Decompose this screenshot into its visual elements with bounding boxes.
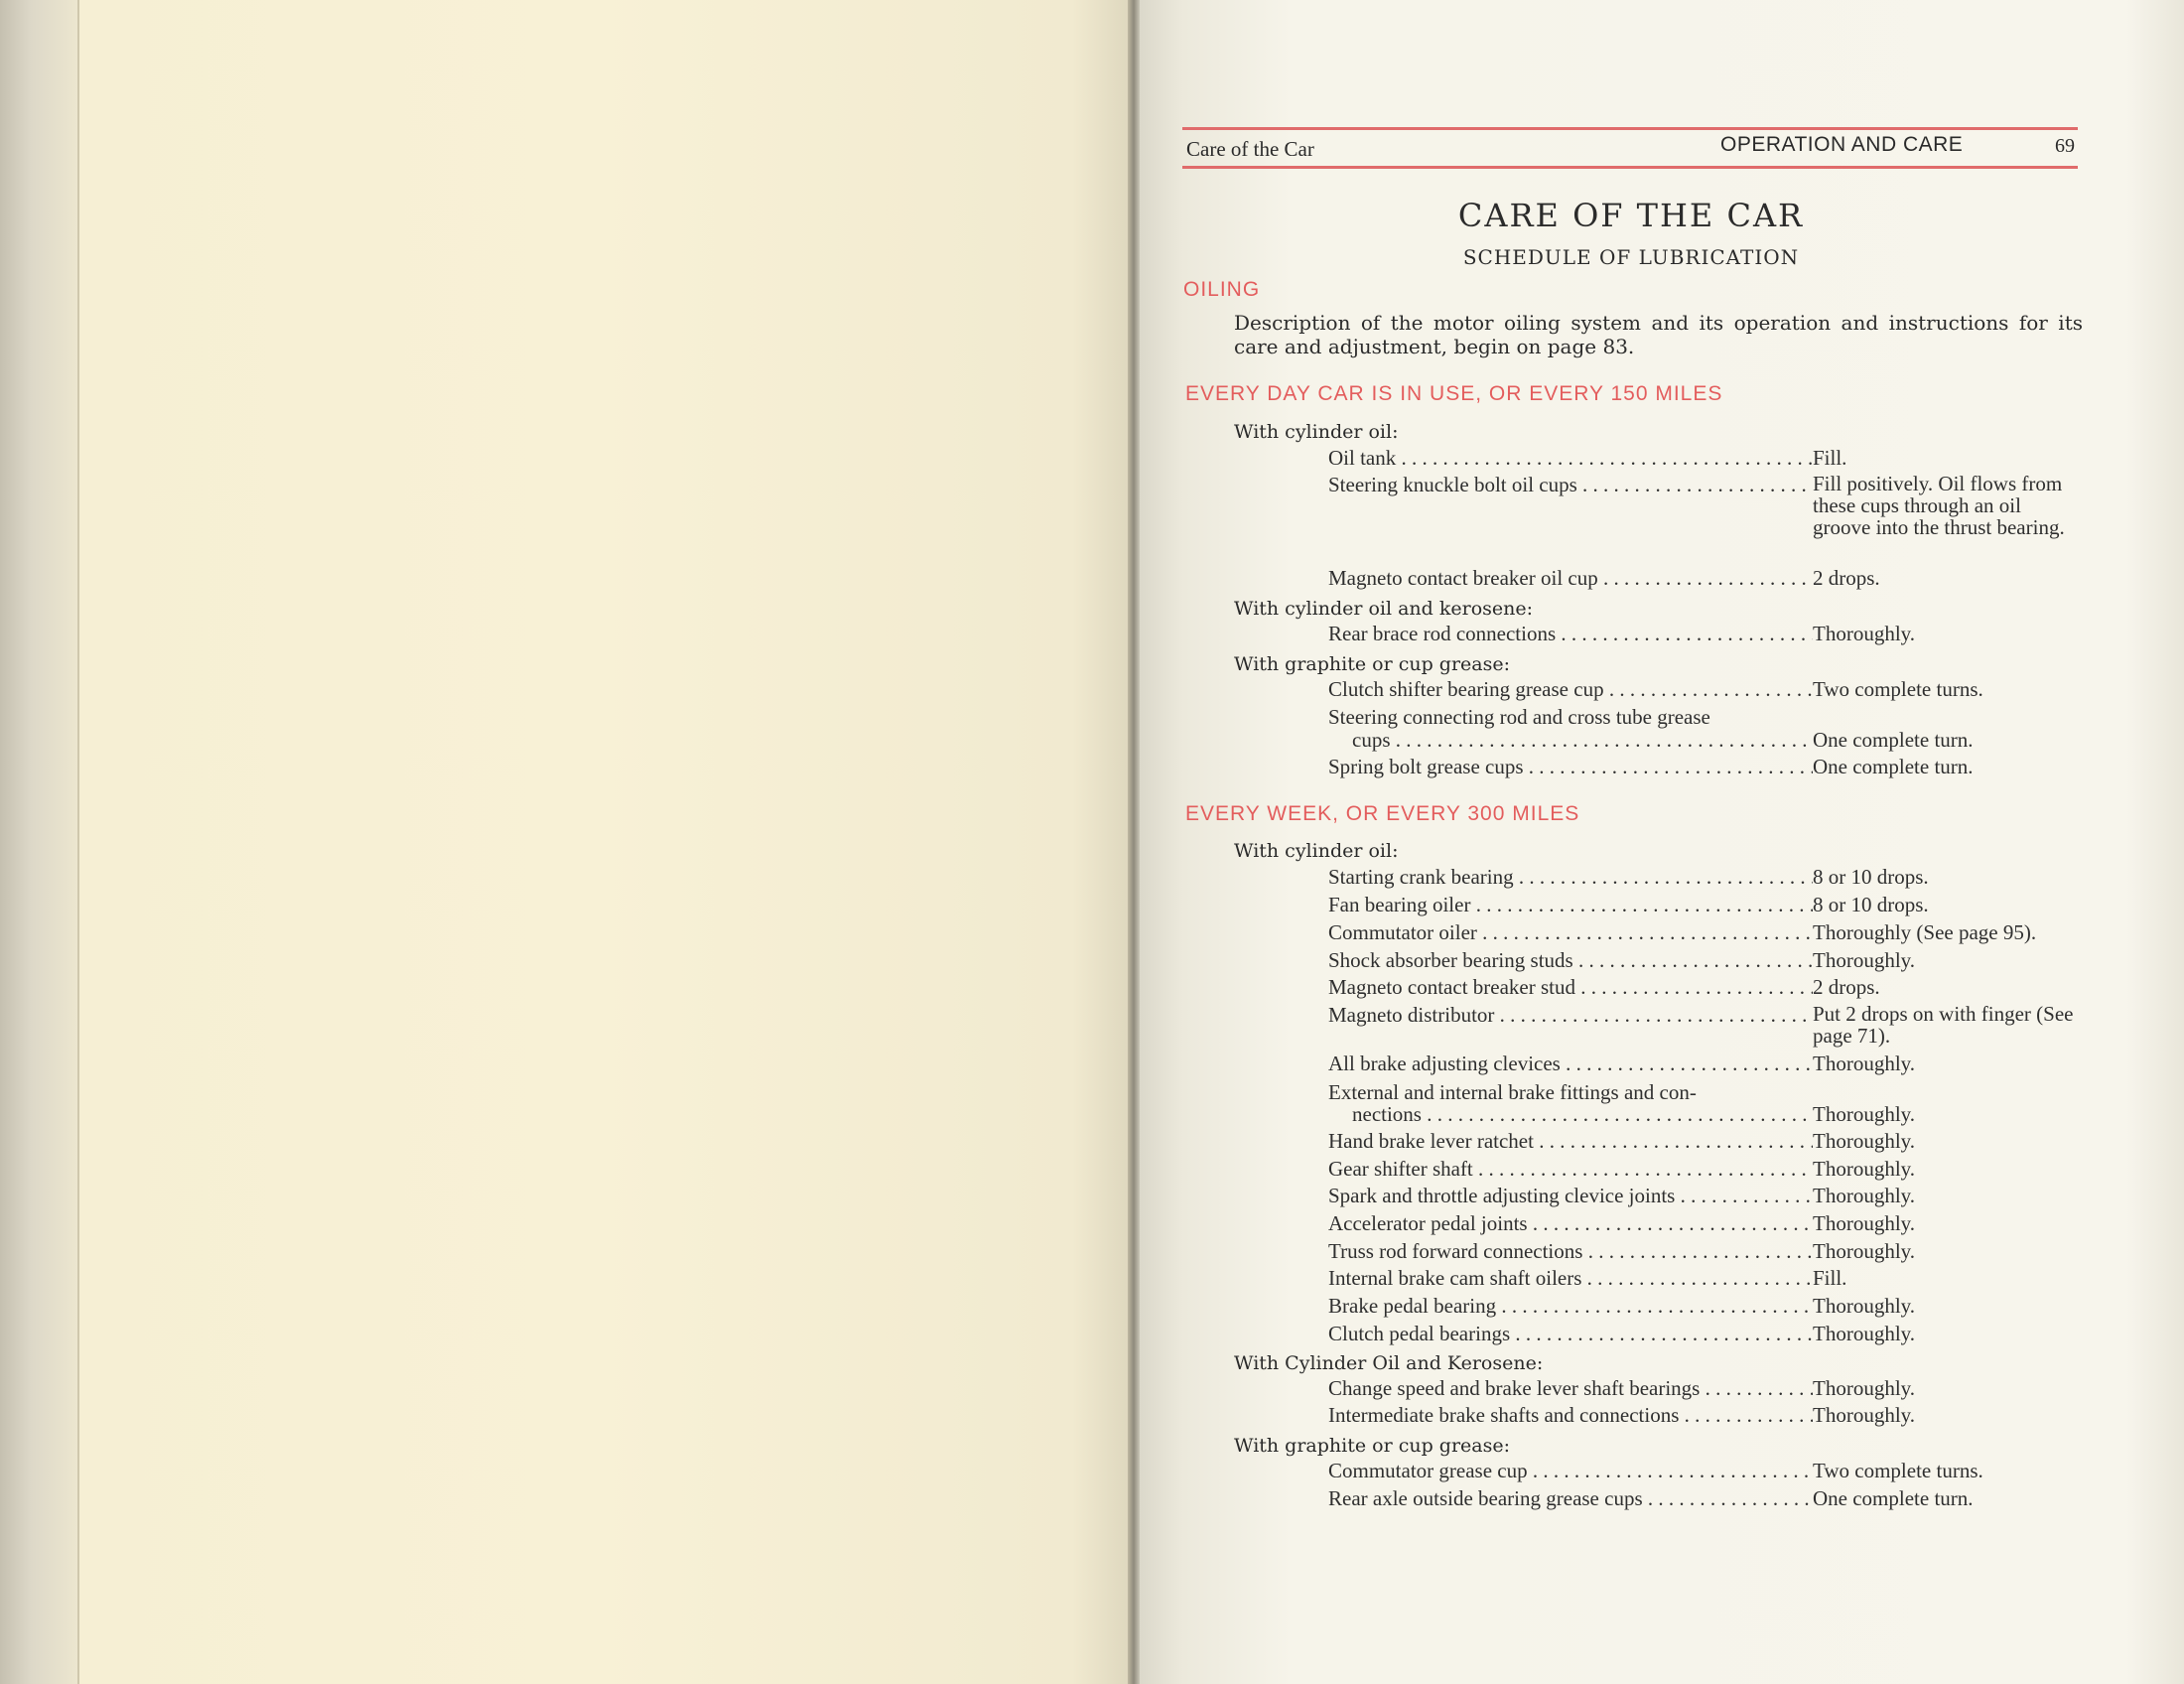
row-action-wrapped: Put 2 drops on with finger (See page 71). — [1813, 1002, 2074, 1048]
row-item: Clutch shifter bearing grease cup . . . — [1328, 677, 1813, 702]
running-header-left: Care of the Car — [1186, 137, 1314, 161]
row-action: Thoroughly (See page 95). — [1813, 920, 2037, 944]
row-item: Spark and throttle adjusting clevice joints . . . — [1328, 1184, 1813, 1208]
running-header-right: OPERATION AND CARE — [1720, 133, 1964, 156]
row-action: 2 drops. — [1813, 566, 1880, 590]
row-action: Two complete turns. — [1813, 677, 1983, 701]
row-action: Thoroughly. — [1813, 1184, 1916, 1207]
header-rule-top — [1182, 127, 2078, 130]
page-title: CARE OF THE CAR — [1457, 197, 1805, 234]
row-item: Rear axle outside bearing grease cups . . . — [1328, 1486, 1813, 1511]
row-item: Fan bearing oiler . . . — [1328, 893, 1813, 917]
row-action: Thoroughly. — [1813, 1403, 1916, 1427]
row-item: Clutch pedal bearings . . . — [1328, 1322, 1813, 1346]
row-action: Thoroughly. — [1813, 1376, 1916, 1400]
row-item: Commutator grease cup . . . — [1328, 1459, 1813, 1483]
row-action: One complete turn. — [1813, 755, 1974, 778]
oiling-intro: Description of the motor oiling system and its operation and instructions for its care and adjustment, begin on page 83. — [1234, 311, 2083, 358]
daily-heading: EVERY DAY CAR IS IN USE, OR EVERY 150 MILES — [1185, 382, 1723, 405]
weekly-group-label: With Cylinder Oil and Kerosene: — [1234, 1352, 1544, 1374]
daily-group-label: With graphite or cup grease: — [1234, 653, 1511, 675]
row-item: Intermediate brake shafts and connections . . . — [1328, 1403, 1813, 1428]
row-action: Thoroughly. — [1813, 1102, 1916, 1126]
row-item: Starting crank bearing . . . — [1328, 865, 1813, 890]
book-gutter — [1128, 0, 1140, 1684]
row-item: Magneto contact breaker stud . . . — [1328, 975, 1813, 1000]
row-action: 8 or 10 drops. — [1813, 893, 1929, 916]
page-subtitle: SCHEDULE OF LUBRICATION — [1462, 245, 1800, 269]
row-action: 2 drops. — [1813, 975, 1880, 999]
row-item: nections . . . — [1352, 1102, 1813, 1127]
header-rule-bottom — [1182, 166, 2078, 169]
row-item: Steering knuckle bolt oil cups . . . — [1328, 473, 1813, 497]
daily-group-label: With cylinder oil and kerosene: — [1234, 598, 1534, 620]
row-action-wrapped: Fill positively. Oil flows from these cups through an oil groove into the thrust bearing. — [1813, 472, 2065, 539]
row-action: Thoroughly. — [1813, 1322, 1916, 1345]
left-page-edge — [0, 0, 79, 1684]
row-action: Thoroughly. — [1813, 622, 1916, 645]
row-action: One complete turn. — [1813, 728, 1974, 752]
row-item: Truss rod forward connections . . . — [1328, 1239, 1813, 1264]
row-item-first-line: External and internal brake fittings and con- — [1328, 1080, 1697, 1104]
row-action: Thoroughly. — [1813, 1129, 1916, 1153]
row-action: Two complete turns. — [1813, 1459, 1983, 1482]
row-item: Gear shifter shaft . . . — [1328, 1157, 1813, 1182]
row-item: Magneto contact breaker oil cup . . . — [1328, 566, 1813, 591]
row-item: All brake adjusting clevices . . . — [1328, 1052, 1813, 1076]
weekly-group-label: With graphite or cup grease: — [1234, 1435, 1511, 1457]
row-item: Internal brake cam shaft oilers . . . — [1328, 1266, 1813, 1291]
row-item: Change speed and brake lever shaft bearings . . . — [1328, 1376, 1813, 1401]
row-item: cups . . . — [1352, 728, 1813, 753]
row-action: Thoroughly. — [1813, 948, 1916, 972]
row-item: Rear brace rod connections . . . — [1328, 622, 1813, 646]
row-action: One complete turn. — [1813, 1486, 1974, 1510]
daily-group-label: With cylinder oil: — [1234, 421, 1399, 443]
row-action: Thoroughly. — [1813, 1211, 1916, 1235]
row-item: Accelerator pedal joints . . . — [1328, 1211, 1813, 1236]
row-item: Brake pedal bearing . . . — [1328, 1294, 1813, 1319]
row-item: Shock absorber bearing studs . . . — [1328, 948, 1813, 973]
row-item: Spring bolt grease cups . . . — [1328, 755, 1813, 779]
row-action: Thoroughly. — [1813, 1157, 1916, 1181]
weekly-heading: EVERY WEEK, OR EVERY 300 MILES — [1185, 802, 1580, 825]
row-action: Thoroughly. — [1813, 1052, 1916, 1075]
row-action: Thoroughly. — [1813, 1294, 1916, 1318]
row-action: Thoroughly. — [1813, 1239, 1916, 1263]
row-item-first-line: Steering connecting rod and cross tube grease — [1328, 705, 1710, 729]
row-action: Fill. — [1813, 446, 1847, 470]
row-item: Hand brake lever ratchet . . . — [1328, 1129, 1813, 1154]
row-action: 8 or 10 drops. — [1813, 865, 1929, 889]
weekly-group-label: With cylinder oil: — [1234, 840, 1399, 862]
row-item: Commutator oiler . . . — [1328, 920, 1813, 945]
row-item: Oil tank . . . — [1328, 446, 1813, 471]
oiling-heading: OILING — [1183, 278, 1261, 301]
row-action: Fill. — [1813, 1266, 1847, 1290]
row-item: Magneto distributor . . . — [1328, 1003, 1813, 1028]
page-number: 69 — [2055, 135, 2075, 157]
